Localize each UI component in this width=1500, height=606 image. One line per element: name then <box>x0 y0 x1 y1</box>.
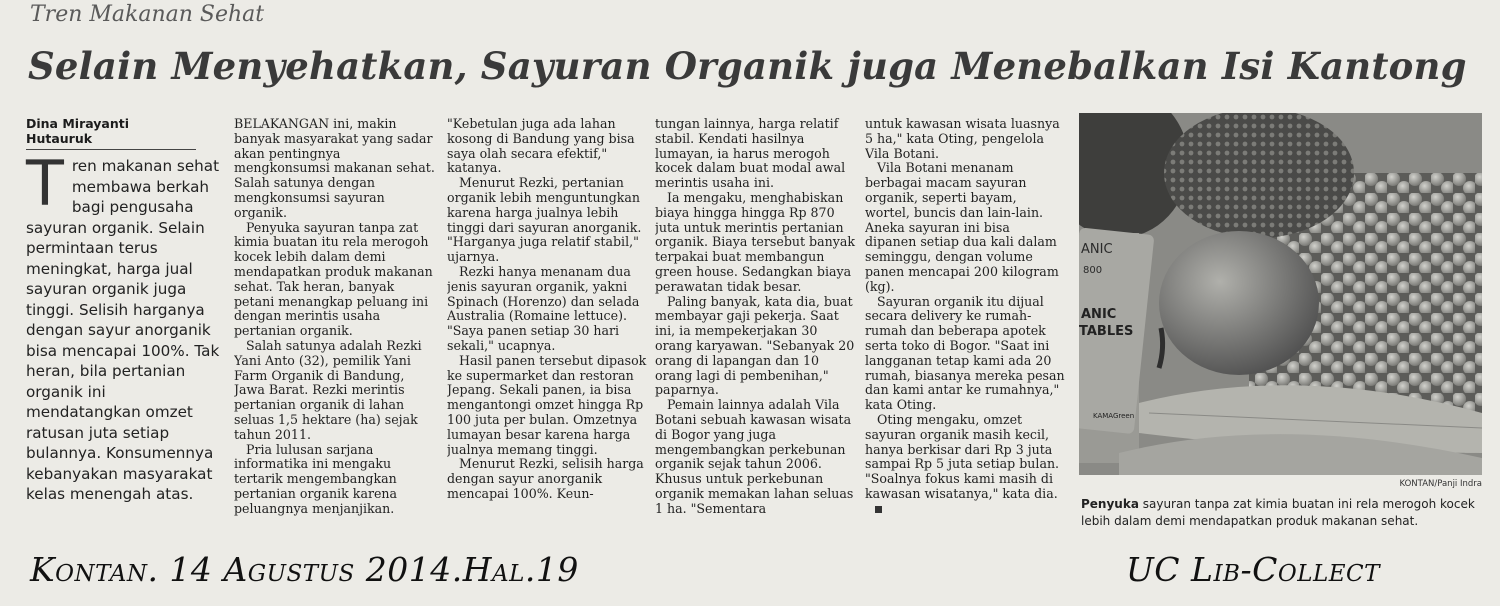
paragraph: Vila Botani menanam berbagai macam sayuran organik, seperti bayam, wortel, buncis dan lain-lain. Aneka sayuran ini bisa dipanen setiap dua kali dalam seminggu, dengan volume panen mencapai 200 kilogram (kg). <box>865 160 1059 294</box>
svg-text:ANIC: ANIC <box>1081 242 1113 257</box>
headline: Selain Menyehatkan, Sayuran Organik juga Menebalkan Isi Kantong <box>28 44 1467 88</box>
caption-text: sayuran tanpa zat kimia buatan ini rela merogoh kocek lebih dalam demi mendapatkan produk makanan sehat. <box>1081 497 1475 528</box>
caption-lead: Penyuka <box>1081 497 1139 511</box>
paragraph <box>865 413 1065 517</box>
paragraph: untuk kawasan wisata luasnya 5 ha," kata Oting, pengelola Vila Botani. <box>865 117 1060 161</box>
svg-text:TABLES: TABLES <box>1079 324 1134 339</box>
svg-text:800: 800 <box>1083 265 1103 276</box>
paragraph: Hasil panen tersebut dipasok ke supermarket dan restoran Jepang. Sekali panen, ia bisa mengantongi omzet hingga Rp 100 juta per bulan. Omzetnya lumayan besar karena harga jualnya memang tinggi. <box>447 352 647 457</box>
photo-caption <box>1081 496 1491 530</box>
tomato <box>1159 231 1319 375</box>
paragraph-text: Oting mengaku, omzet sayuran organik masih kecil, hanya berkisar dari Rp 3 juta sampai Rp 5 juta setiap bulan. "Soalnya fokus kami masih di kawasan wisatanya," kata dia. <box>865 411 1060 501</box>
source-reference: Kontan. 14 Agustus 2014.Hal.19 <box>30 550 579 589</box>
lead-text: ren makanan sehat membawa berkah bagi pengusaha sayuran organik. Selain permintaan terus meningkat, harga jual sayuran organik juga tinggi. Selisih harganya dengan sayur anorganik bisa mencapai 100%. Tak heran, bila pertanian organik ini mendatangkan omzet ratusan juta setiap bulannya. Konsumennya kebanyakan masyarakat kelas menengah atas. <box>26 157 220 503</box>
lead-paragraph <box>26 147 220 505</box>
paragraph: Paling banyak, kata dia, buat membayar gaji pekerja. Saat ini, ia mempekerjakan 30 orang karyawan. "Sebanyak 20 orang di lapangan dan 10 orang lagi di pembenihan," paparnya. <box>655 293 855 398</box>
paragraph: tungan lainnya, harga relatif stabil. Kendati hasilnya lumayan, ia harus merogoh kocek dalam buat modal awal merintis usaha ini. <box>655 117 846 191</box>
paragraph: Penyuka sayuran tanpa zat kimia buatan itu rela merogoh kocek lebih dalam demi mendapatkan produk makanan sehat. Tak heran, banyak petani menangkap peluang ini dengan merintis usaha pertanian organik. <box>234 219 433 339</box>
drop-cap: T <box>26 147 64 220</box>
collection-stamp: UC Lib-Collect <box>1126 550 1380 589</box>
article-column-4 <box>865 117 1065 542</box>
paragraph: Salah satunya adalah Rezki Yani Anto (32), pemilik Yani Farm Organik di Bandung, Jawa Barat. Rezki merintis pertanian organik di lahan seluas 1,5 hektare (ha) sejak tahun 2011. <box>234 337 422 442</box>
vegetables-photo <box>1079 113 1482 475</box>
rubric: Tren Makanan Sehat <box>30 2 265 27</box>
paragraph: Pemain lainnya adalah Vila Botani sebuah kawasan wisata di Bogor yang juga mengembangkan perkebunan organik sejak tahun 2006. Khusus untuk perkebunan organik memakan lahan seluas 1 ha. "Sementara <box>655 397 854 516</box>
paragraph: Menurut Rezki, pertanian organik lebih menguntungkan karena harga jualnya lebih tinggi dari sayuran anorganik. "Harganya juga relatif stabil," ujarnya. <box>447 175 642 265</box>
broccoli <box>1164 113 1354 238</box>
end-of-article-mark <box>875 506 882 513</box>
photo-credit: KONTAN/Panji Indra <box>1399 479 1482 489</box>
paragraph: Ia mengaku, menghabiskan biaya hingga hingga Rp 870 juta untuk merintis pertanian organik. Biaya tersebut banyak terpakai buat membangun green house. Sedangkan biaya perawatan tidak besar. <box>655 189 855 294</box>
paragraph: Pria lulusan sarjana informatika ini mengaku tertarik mengembangkan pertanian organik karena peluangnya menjanjikan. <box>234 441 398 516</box>
paragraph: Sayuran organik itu dijual secara delivery ke rumah-rumah dan beberapa apotek serta toko di Bogor. "Saat ini langganan tetap kami ada 20 rumah, biasanya mereka pesan dan kami antar ke rumahnya," kata Oting. <box>865 293 1065 413</box>
byline: Dina Mirayanti Hutauruk <box>26 116 196 150</box>
article-column-3 <box>655 117 857 542</box>
svg-text:ANIC: ANIC <box>1081 307 1117 322</box>
paragraph: BELAKANGAN ini, makin banyak masyarakat yang sadar akan pentingnya mengkonsumsi makanan sehat. Salah satunya dengan mengkonsumsi sayuran organik. <box>234 117 435 220</box>
paragraph: "Kebetulan juga ada lahan kosong di Bandung yang bisa saya olah secara efektif," katanya. <box>447 117 635 176</box>
article-column-1 <box>234 117 436 542</box>
paragraph: Menurut Rezki, selisih harga dengan sayur anorganik mencapai 100%. Keun- <box>447 456 644 501</box>
paragraph: Rezki hanya menanam dua jenis sayuran organik, yakni Spinach (Horenzo) dan selada Australia (Romaine lettuce). "Saya panen setiap 30 hari sekali," ucapnya. <box>447 263 640 353</box>
svg-text:KAMAGreen: KAMAGreen <box>1093 412 1135 420</box>
article-column-2 <box>447 117 649 542</box>
vegetables-illustration <box>1079 113 1482 475</box>
